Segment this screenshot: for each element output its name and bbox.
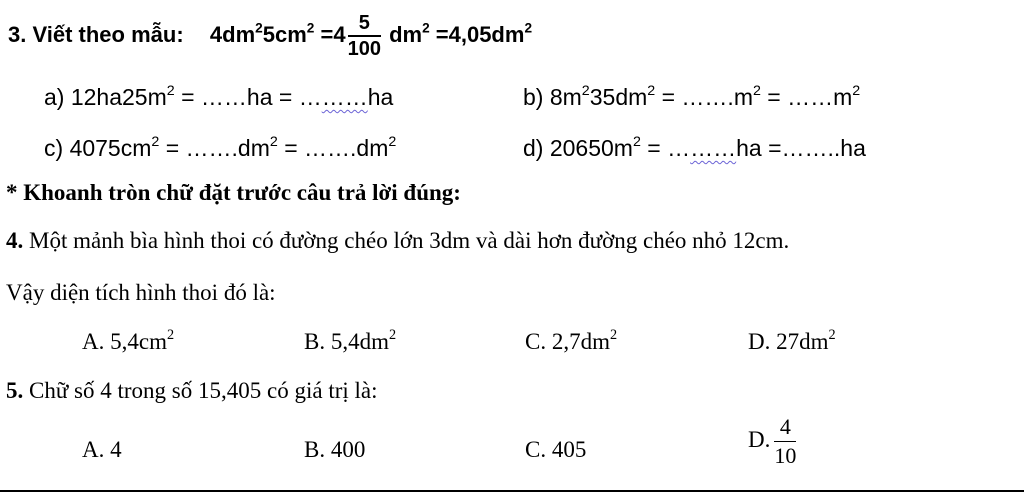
example-fraction <box>348 13 381 59</box>
question-3-header <box>8 13 532 59</box>
example-fraction-numerator: 5 <box>348 13 381 37</box>
question-5-text: Chữ số 4 trong số 15,405 có giá trị là: <box>29 378 378 403</box>
example-fraction-denominator: 100 <box>347 38 381 60</box>
q5-option-d-denominator: 10 <box>774 443 797 468</box>
q3-item-d-wavy: …… <box>690 135 737 161</box>
q3-item-a <box>44 84 393 111</box>
q3-item-a-text: $12ha25m^2$ = ……ha = … <box>70 83 322 110</box>
q5-option-d-numerator: 4 <box>774 416 796 442</box>
question-4-line2: Vậy diện tích hình thoi đó là: <box>6 280 276 305</box>
q3-item-d-after: ha =……..ha <box>736 135 866 161</box>
q5-option-b[interactable]: B. 400 <box>304 437 366 462</box>
q3-item-d <box>523 135 866 162</box>
q4-option-a[interactable]: A. $5,4cm^2$ <box>82 327 175 354</box>
question-4-text: Một mảnh bìa hình thoi có đường chéo lớn 3dm và dài hơn đường chéo nhỏ 12cm. <box>29 228 790 253</box>
q3-item-a-after: ha <box>367 84 394 110</box>
q5-option-d-fraction <box>774 416 796 467</box>
question-5-line <box>6 378 378 404</box>
q5-option-d-label: D. <box>748 426 771 452</box>
q5-option-a[interactable]: A. 4 <box>82 437 122 462</box>
q3-item-a-label: a) <box>44 84 65 110</box>
question-3-title: Viết theo mẫu: <box>32 21 184 47</box>
q3-item-d-label: d) <box>523 135 544 161</box>
q5-option-c[interactable]: C. 405 <box>525 437 587 462</box>
question-4-number: 4. <box>6 228 24 253</box>
q3-item-b-label: b) <box>523 84 544 110</box>
q3-item-b-text: $8m^235dm^2$ = $\dots\dots.m^2$ = $\dots\dots m^2$ <box>549 83 861 110</box>
q3-item-a-wavy: …… <box>321 84 368 110</box>
q3-item-c-label: c) <box>44 135 64 161</box>
q3-item-c <box>44 135 396 162</box>
q4-option-c[interactable]: C. $2,7dm^2$ <box>525 327 618 354</box>
example-right: $dm^2 =4,05dm^2$ <box>389 20 533 47</box>
question-5-number: 5. <box>6 378 24 403</box>
q3-item-c-text: $4075cm^2$ = $\dots\dots.dm^2$ = $\dots\dots.dm^2$ <box>69 134 397 161</box>
q4-option-d[interactable]: D. $27dm^2$ <box>748 327 836 354</box>
q5-option-d[interactable] <box>748 416 796 467</box>
bottom-divider <box>0 490 1024 492</box>
q4-option-b[interactable]: B. $5,4dm^2$ <box>304 327 397 354</box>
question-4-line1 <box>6 228 789 254</box>
example-left: $4dm^25cm^2 =4$ <box>209 20 346 47</box>
question-3-number: 3. <box>8 21 27 47</box>
q3-item-d-text: $20650m^2$ = … <box>549 134 691 161</box>
q3-item-b <box>523 84 860 111</box>
instruction-text: * Khoanh tròn chữ đặt trước câu trả lời đúng: <box>6 180 461 205</box>
